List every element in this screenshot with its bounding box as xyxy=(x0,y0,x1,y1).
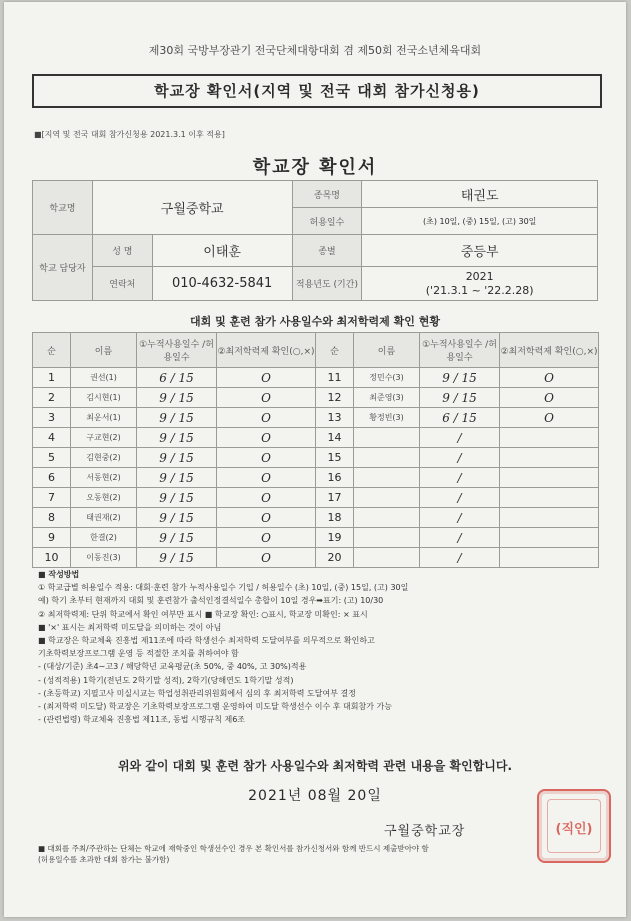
grade-check: O xyxy=(217,508,316,528)
grade-check: O xyxy=(217,548,316,568)
used-days: 6 / 15 xyxy=(137,368,217,388)
seal-label: (직인) xyxy=(555,822,593,837)
instruction-line: ■ '×' 표시는 최저학력 미도달을 의미하는 것이 아님 xyxy=(38,622,222,632)
row-number: 12 xyxy=(316,388,354,408)
student-name xyxy=(354,448,420,468)
sport-value: 태권도 xyxy=(362,181,598,208)
document-title: 학교장 확인서(지역 및 전국 대회 참가신청용) xyxy=(32,74,602,108)
document-page xyxy=(4,2,626,917)
row-number: 17 xyxy=(316,488,354,508)
footnote-line: ■ 대회를 주최/주관하는 단체는 학교에 재학중인 학생선수인 경우 본 확인서를 참가신청서와 함께 반드시 제출받아야 함 xyxy=(38,844,429,853)
student-name: 황정빈(3) xyxy=(354,408,420,428)
grade-check: O xyxy=(217,428,316,448)
form-title: 학교장 확인서 xyxy=(252,157,378,178)
footnote-line: (허용일수를 초과한 대회 참가는 불가함) xyxy=(38,855,170,864)
year-value: 2021 xyxy=(465,269,494,283)
row-number: 14 xyxy=(316,428,354,448)
instruction-line: ① 학교급별 허용일수 적용: 대회·훈련 참가 누적사용일수 기입 / 허용일수 (초) 10일, (중) 15일, (고) 30일 xyxy=(38,583,409,593)
used-days: / xyxy=(420,488,500,508)
instructions xyxy=(38,568,598,726)
student-name xyxy=(354,468,420,488)
grade-check: O xyxy=(217,468,316,488)
instruction-line: 기초학력보장프로그램 운영 등 적절한 조치를 취하여야 함 xyxy=(38,649,239,659)
row-number: 18 xyxy=(316,508,354,528)
row-number: 15 xyxy=(316,448,354,468)
row-number: 9 xyxy=(33,528,71,548)
table-row xyxy=(33,508,599,528)
grade-check xyxy=(500,468,599,488)
table-row xyxy=(33,408,599,428)
row-number: 1 xyxy=(33,368,71,388)
col-grade: ②최저학력제 확인(○,×) xyxy=(500,333,599,368)
manager-name: 이태훈 xyxy=(152,235,292,267)
used-days: 9 / 15 xyxy=(420,368,500,388)
student-name xyxy=(354,488,420,508)
allowed-days-label: 허용일수 xyxy=(292,208,362,235)
instruction-line: - (최저학력 미도달) 학교장은 기초학력보장프로그램 운영하여 미도달 학생선수 이수 후 대회참가 가능 xyxy=(38,702,392,712)
student-name xyxy=(354,428,420,448)
used-days: 9 / 15 xyxy=(137,528,217,548)
table-row xyxy=(33,528,599,548)
applicability-note: ■[지역 및 전국 대회 참가신청용 2021.3.1 이후 적용] xyxy=(34,130,225,139)
division-label: 종별 xyxy=(292,235,362,267)
used-days: 9 / 15 xyxy=(137,408,217,428)
col-days: ①누적사용일수 /허용일수 xyxy=(420,333,500,368)
student-name xyxy=(354,528,420,548)
table-row xyxy=(33,548,599,568)
row-number: 19 xyxy=(316,528,354,548)
sport-label: 종목명 xyxy=(292,181,362,208)
row-number: 6 xyxy=(33,468,71,488)
grade-check xyxy=(500,508,599,528)
school-label: 학교명 xyxy=(33,181,93,235)
student-name: 김현중(2) xyxy=(71,448,137,468)
year-label: 적용년도 (기간) xyxy=(292,267,362,301)
col-name: 이름 xyxy=(71,333,137,368)
grade-check xyxy=(500,488,599,508)
grade-check: O xyxy=(500,368,599,388)
student-name: 구교현(2) xyxy=(71,428,137,448)
grade-check: O xyxy=(500,408,599,428)
col-name: 이름 xyxy=(354,333,420,368)
contact-label: 연락처 xyxy=(92,267,152,301)
manager-label: 학교 담당자 xyxy=(33,235,93,301)
col-grade: ②최저학력제 확인(○,×) xyxy=(217,333,316,368)
instruction-line: ■ 학교장은 학교체육 진흥법 제11조에 따라 학생선수 최저학력 도달여부를 의무적으로 확인하고 xyxy=(38,636,375,646)
row-number: 10 xyxy=(33,548,71,568)
row-number: 5 xyxy=(33,448,71,468)
instruction-line: - (대상/기준) 초4∼고3 / 해당학년 교육평균(초 50%, 중 40%, 고 30%)적용 xyxy=(38,662,307,672)
grade-check xyxy=(500,428,599,448)
contact-value: 010-4632-5841 xyxy=(152,267,292,301)
grade-check xyxy=(500,448,599,468)
division-value: 중등부 xyxy=(362,235,598,267)
row-number: 8 xyxy=(33,508,71,528)
instruction-line: - (관련법령) 학교체육 진흥법 제11조, 동법 시행규칙 제6조 xyxy=(38,715,246,725)
grade-check xyxy=(500,528,599,548)
used-days: / xyxy=(420,468,500,488)
instructions-heading: ■ 작성방법 xyxy=(38,570,80,579)
grade-check xyxy=(500,548,599,568)
col-days: ①누적사용일수 /허용일수 xyxy=(137,333,217,368)
row-number: 4 xyxy=(33,428,71,448)
instruction-line: - (초등학교) 지필고사 미실시교는 학업성취관리위원회에서 심의 후 최저학력 도달여부 결정 xyxy=(38,688,356,698)
principal-signature: 구월중학교장 xyxy=(384,824,466,839)
student-name: 태권재(2) xyxy=(71,508,137,528)
school-value: 구월중학교 xyxy=(92,181,292,235)
row-number: 3 xyxy=(33,408,71,428)
row-number: 7 xyxy=(33,488,71,508)
school-info-table xyxy=(32,180,598,301)
confirmation-statement: 위와 같이 대회 및 훈련 참가 사용일수와 최저학력 관련 내용을 확인합니다. xyxy=(117,759,513,773)
name-label: 성 명 xyxy=(92,235,152,267)
grade-check: O xyxy=(217,368,316,388)
used-days: 9 / 15 xyxy=(137,448,217,468)
instruction-line: 예) 학기 초부터 현재까지 대회 및 훈련참가 출석인정결석일수 총합이 10일 경우➡표기: (고) 10/30 xyxy=(38,596,384,606)
student-name xyxy=(354,548,420,568)
footnote xyxy=(38,843,578,865)
table-row xyxy=(33,468,599,488)
col-no: 순 xyxy=(316,333,354,368)
used-days: 9 / 15 xyxy=(137,508,217,528)
student-name xyxy=(354,508,420,528)
used-days: 9 / 15 xyxy=(137,548,217,568)
row-number: 13 xyxy=(316,408,354,428)
used-days: 9 / 15 xyxy=(137,388,217,408)
grade-check: O xyxy=(500,388,599,408)
grade-check: O xyxy=(217,408,316,428)
section-title: 대회 및 훈련 참가 사용일수와 최저학력제 확인 현황 xyxy=(190,315,440,328)
used-days: / xyxy=(420,548,500,568)
student-name: 이동진(3) xyxy=(71,548,137,568)
issue-date: 2021년 08월 20일 xyxy=(248,788,382,804)
grade-check: O xyxy=(217,488,316,508)
row-number: 2 xyxy=(33,388,71,408)
instruction-line: ② 최저학력제: 단위 학교에서 확인 여부만 표시 ■ 학교장 확인: ○표시, 학교장 미확인: × 표시 xyxy=(38,609,368,619)
used-days: 9 / 15 xyxy=(137,488,217,508)
grade-check: O xyxy=(217,528,316,548)
table-row xyxy=(33,428,599,448)
used-days: 9 / 15 xyxy=(420,388,500,408)
event-header: 제30회 국방부장관기 전국단체대항대회 겸 제50회 전국소년체육대회 xyxy=(148,44,482,57)
used-days: 9 / 15 xyxy=(137,468,217,488)
allowed-days-value: (초) 10일, (중) 15일, (고) 30일 xyxy=(362,208,598,235)
table-row xyxy=(33,448,599,468)
grade-check: O xyxy=(217,448,316,468)
table-row xyxy=(33,388,599,408)
col-no: 순 xyxy=(33,333,71,368)
student-name: 한결(2) xyxy=(71,528,137,548)
student-name: 권선(1) xyxy=(71,368,137,388)
used-days: / xyxy=(420,508,500,528)
table-row xyxy=(33,488,599,508)
student-name: 오동현(2) xyxy=(71,488,137,508)
student-name: 최준영(3) xyxy=(354,388,420,408)
used-days: 6 / 15 xyxy=(420,408,500,428)
used-days: 9 / 15 xyxy=(137,428,217,448)
row-number: 20 xyxy=(316,548,354,568)
instruction-line: - (성적적용) 1학기(전년도 2학기말 성적), 2학기(당해연도 1학기말 성적) xyxy=(38,675,294,685)
student-name: 최운서(1) xyxy=(71,408,137,428)
grade-check: O xyxy=(217,388,316,408)
used-days: / xyxy=(420,448,500,468)
row-number: 16 xyxy=(316,468,354,488)
student-name: 김시현(1) xyxy=(71,388,137,408)
used-days: / xyxy=(420,428,500,448)
student-name: 서동현(2) xyxy=(71,468,137,488)
table-row xyxy=(33,368,599,388)
student-table xyxy=(32,332,599,568)
student-name: 정민수(3) xyxy=(354,368,420,388)
used-days: / xyxy=(420,528,500,548)
period-value: ('21.3.1 ~ '22.2.28) xyxy=(425,283,534,297)
row-number: 11 xyxy=(316,368,354,388)
